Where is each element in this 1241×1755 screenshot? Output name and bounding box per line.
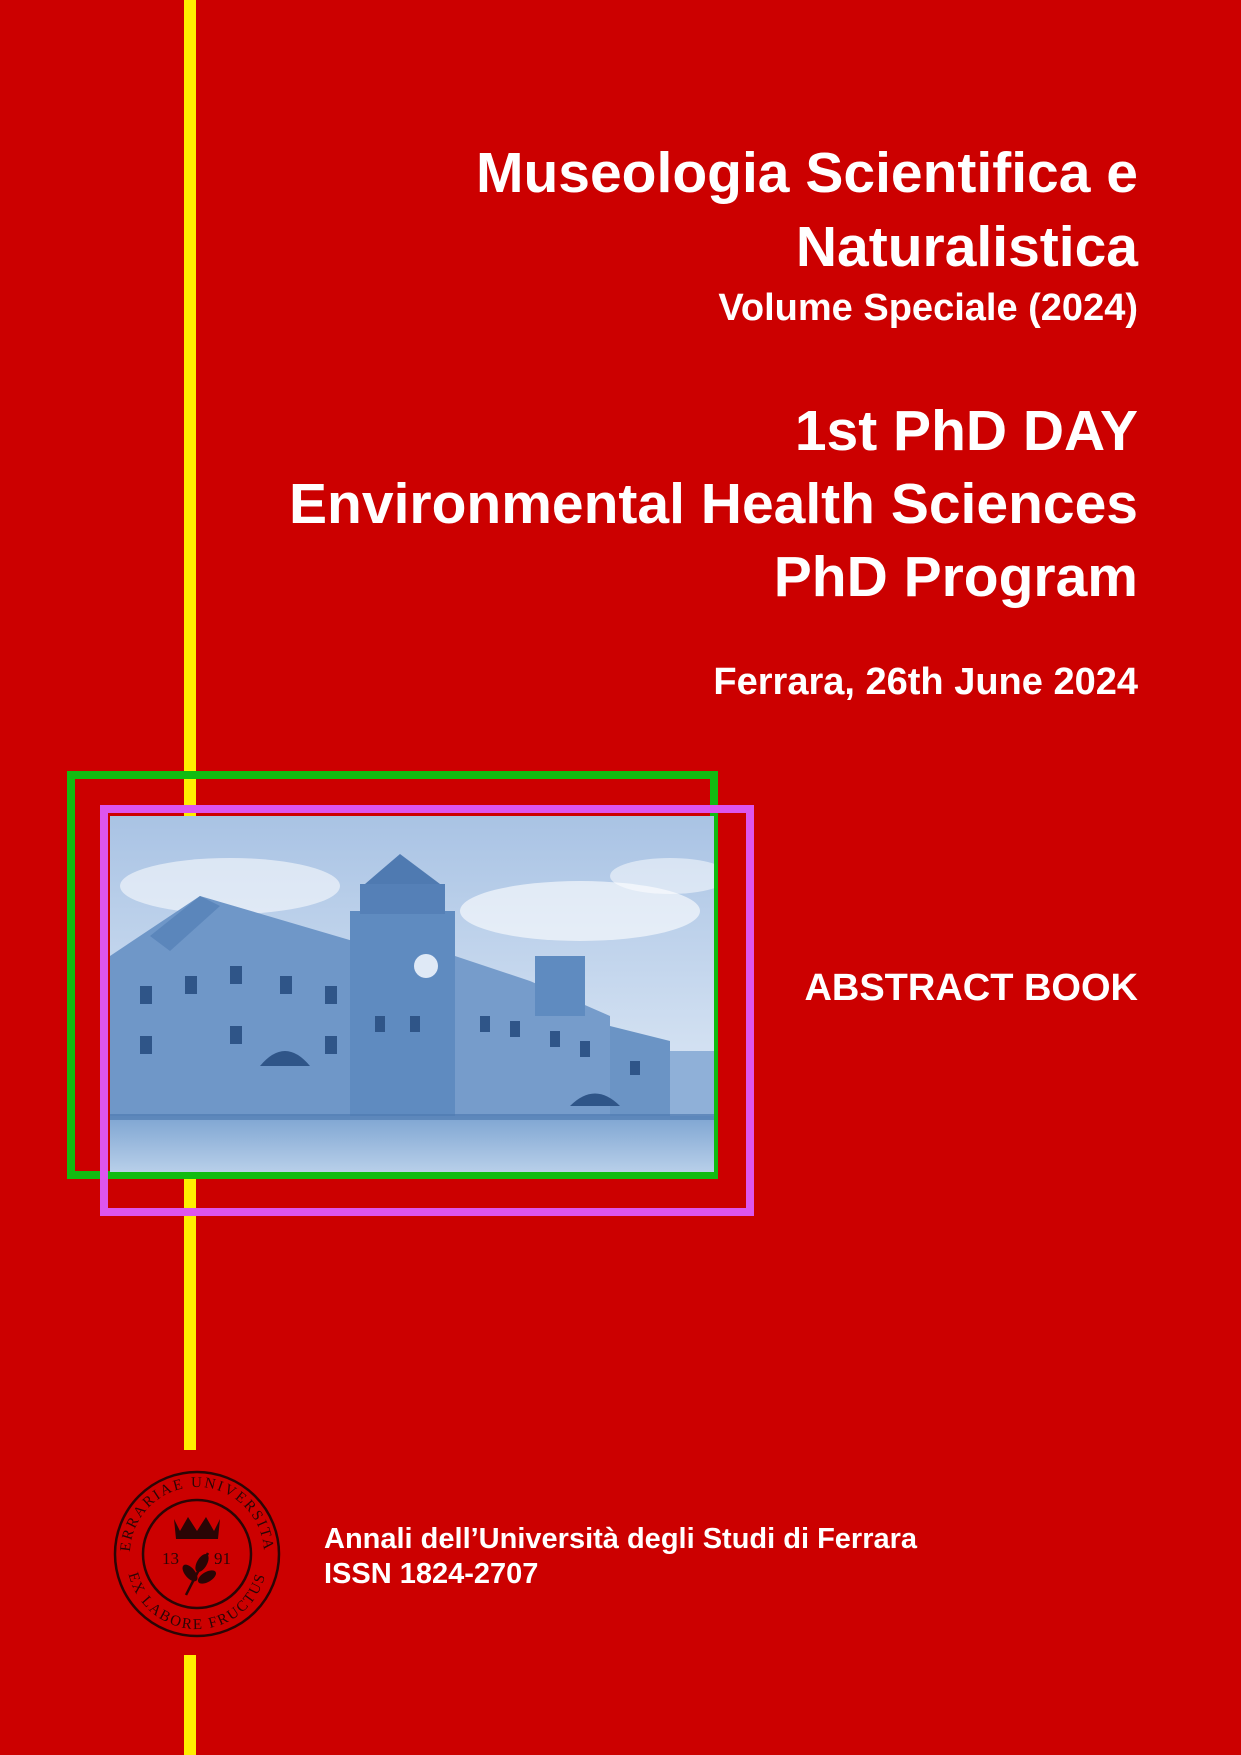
publisher-issn: ISSN 1824-2707	[324, 1558, 539, 1590]
yellow-rule-bottom	[184, 1655, 196, 1755]
abstract-book-label: ABSTRACT BOOK	[804, 967, 1138, 1009]
event-title	[289, 395, 1138, 614]
violet-frame	[100, 805, 754, 1216]
event-title-line-3: PhD Program	[773, 545, 1138, 609]
svg-text:EX LABORE FRUCTUS: EX LABORE FRUCTUS	[124, 1570, 270, 1634]
volume-label: Volume Speciale (2024)	[718, 287, 1138, 329]
journal-title-line-2: Naturalistica	[795, 215, 1138, 279]
publisher-name: Annali dell’Università degli Studi di Ferrara	[324, 1523, 918, 1555]
event-place-date: Ferrara, 26th June 2024	[713, 661, 1138, 703]
university-seal	[110, 1467, 284, 1641]
svg-text:FERRARIAE UNIVERSITAS: ERRARIAE UNIVERSITA	[117, 1474, 277, 1553]
event-title-line-2: Environmental Health Sciences	[289, 472, 1138, 536]
event-title-line-1: 1st PhD DAY	[794, 399, 1138, 463]
seal-year-right: 91	[214, 1549, 231, 1568]
journal-title	[476, 136, 1138, 284]
journal-title-line-1: Museologia Scientifica e	[475, 141, 1138, 205]
seal-year-left: 13	[162, 1549, 179, 1568]
publisher-block	[324, 1522, 917, 1592]
yellow-rule-top	[184, 0, 196, 1450]
